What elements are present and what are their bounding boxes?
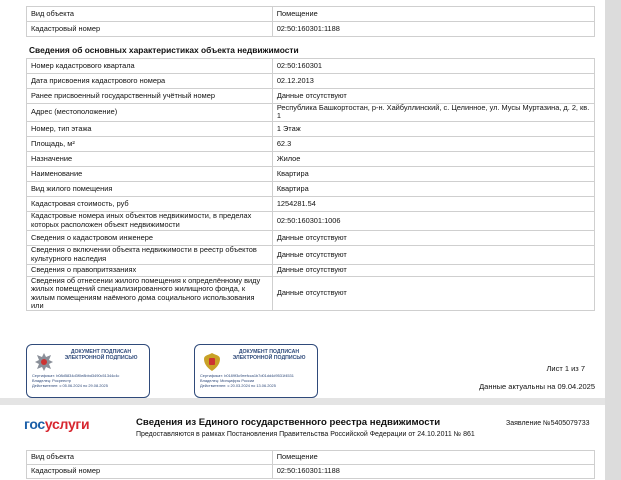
row-value: 1 Этаж	[272, 121, 594, 136]
row-label: Сведения о включении объекта недвижимости в реестр объектов культурного наследия	[27, 245, 273, 264]
table-row	[27, 230, 595, 245]
table-row	[27, 7, 595, 22]
row-value: Квартира	[272, 166, 594, 181]
logo-part-uslugi: услуги	[44, 416, 90, 432]
table-row	[27, 196, 595, 211]
row-value: 02:50:160301:1006	[272, 211, 594, 230]
stamp-valid: Действителен: с 20.03.2024 по 13.06.2025	[200, 383, 276, 388]
row-value: Данные отсутствуют	[272, 230, 594, 245]
table-row	[27, 151, 595, 166]
row-label: Кадастровые номера иных объектов недвижимости, в пределах которых расположен объект недвижимости	[27, 211, 273, 230]
characteristics-table	[26, 58, 595, 311]
data-actual-date: Данные актуальны на 09.04.2025	[479, 382, 595, 391]
table-row	[27, 121, 595, 136]
row-value: Данные отсутствуют	[272, 245, 594, 264]
row-value: Данные отсутствуют	[272, 276, 594, 311]
table-row	[27, 89, 595, 104]
stamp-heading: ДОКУМЕНТ ПОДПИСАН ЭЛЕКТРОННОЙ ПОДПИСЬЮ	[232, 349, 306, 361]
statement-number: Заявление №5405079733	[506, 420, 590, 427]
row-label: Номер, тип этажа	[27, 121, 273, 136]
object-table-page-2	[26, 450, 595, 479]
row-label: Дата присвоения кадастрового номера	[27, 74, 273, 89]
object-table	[26, 6, 595, 37]
row-label: Сведения о правопритязаниях	[27, 264, 273, 276]
table-row	[27, 104, 595, 122]
table-row	[27, 166, 595, 181]
row-label: Ранее присвоенный государственный учётный номер	[27, 89, 273, 104]
row-value: Квартира	[272, 181, 594, 196]
stamp-valid: Действителен: с 05.06.2024 по 29.08.2025	[32, 383, 108, 388]
table-row	[27, 276, 595, 311]
table-row	[27, 22, 595, 37]
stamp-details	[32, 373, 146, 388]
signature-stamp-mintsifry	[194, 344, 318, 398]
row-value: Помещение	[272, 451, 594, 465]
stamp-heading: ДОКУМЕНТ ПОДПИСАН ЭЛЕКТРОННОЙ ПОДПИСЬЮ	[64, 349, 138, 361]
row-value: 02:50:160301:1188	[272, 465, 594, 479]
stamp-certificate: Сертификат: b08d5834d3f0e8bbd3490c51344c4c	[32, 373, 120, 378]
document-subtitle: Предоставляются в рамках Постановления Правительства Российской Федерации от 24.10.2011 № 861	[136, 431, 475, 438]
table-row	[27, 136, 595, 151]
row-value: Помещение	[272, 7, 594, 22]
row-label: Вид жилого помещения	[27, 181, 273, 196]
table-row	[27, 59, 595, 74]
row-value: 62.3	[272, 136, 594, 151]
stamp-details	[200, 373, 314, 388]
document-title: Сведения из Единого государственного реестра недвижимости	[136, 417, 441, 428]
table-row	[27, 211, 595, 230]
stamp-owner: Владелец: Росреестр	[32, 378, 72, 383]
row-value: 02:50:160301:1188	[272, 22, 594, 37]
row-label: Сведения о кадастровом инженере	[27, 230, 273, 245]
row-value: Данные отсутствуют	[272, 264, 594, 276]
row-label: Площадь, м²	[27, 136, 273, 151]
viewer-gutter	[605, 0, 621, 480]
row-label: Номер кадастрового квартала	[27, 59, 273, 74]
table-row	[27, 465, 595, 479]
row-label: Кадастровая стоимость, руб	[27, 196, 273, 211]
signature-stamp-rosreestr	[26, 344, 150, 398]
row-label: Вид объекта	[27, 451, 273, 465]
gosuslugi-logo	[24, 416, 89, 432]
row-label: Кадастровый номер	[27, 465, 273, 479]
stamp-certificate: Сертификат: b0189f3c9eefcca1b7d01dd4d9531f4531	[200, 373, 294, 378]
row-label: Сведения об отнесении жилого помещения к определённому виду жилых помещений специализированного жилищного фонда, к жилым помещениям наёмного дома социального использования или	[27, 276, 273, 311]
table-row	[27, 245, 595, 264]
row-value: 02:50:160301	[272, 59, 594, 74]
table-row	[27, 451, 595, 465]
row-label: Кадастровый номер	[27, 22, 273, 37]
stamp-owner: Владелец: Минцифры России	[200, 378, 255, 383]
row-value: 02.12.2013	[272, 74, 594, 89]
row-label: Вид объекта	[27, 7, 273, 22]
rosreestr-emblem-icon	[33, 351, 55, 373]
row-value: 1254281.54	[272, 196, 594, 211]
table-row	[27, 264, 595, 276]
row-label: Адрес (местоположение)	[27, 104, 273, 122]
row-value: Жилое	[272, 151, 594, 166]
sheet-counter: Лист 1 из 7	[546, 364, 585, 373]
section-title: Сведения об основных характеристиках объекта недвижимости	[29, 45, 299, 55]
coat-of-arms-icon	[201, 351, 223, 373]
logo-part-gos: гос	[24, 416, 45, 432]
table-row	[27, 74, 595, 89]
document-page-2	[0, 405, 605, 480]
row-label: Наименование	[27, 166, 273, 181]
row-label: Назначение	[27, 151, 273, 166]
table-row	[27, 181, 595, 196]
row-value: Республика Башкортостан, р-н. Хайбуллинский, с. Целинное, ул. Мусы Муртазина, д. 2, кв. 1	[272, 104, 594, 122]
row-value: Данные отсутствуют	[272, 89, 594, 104]
